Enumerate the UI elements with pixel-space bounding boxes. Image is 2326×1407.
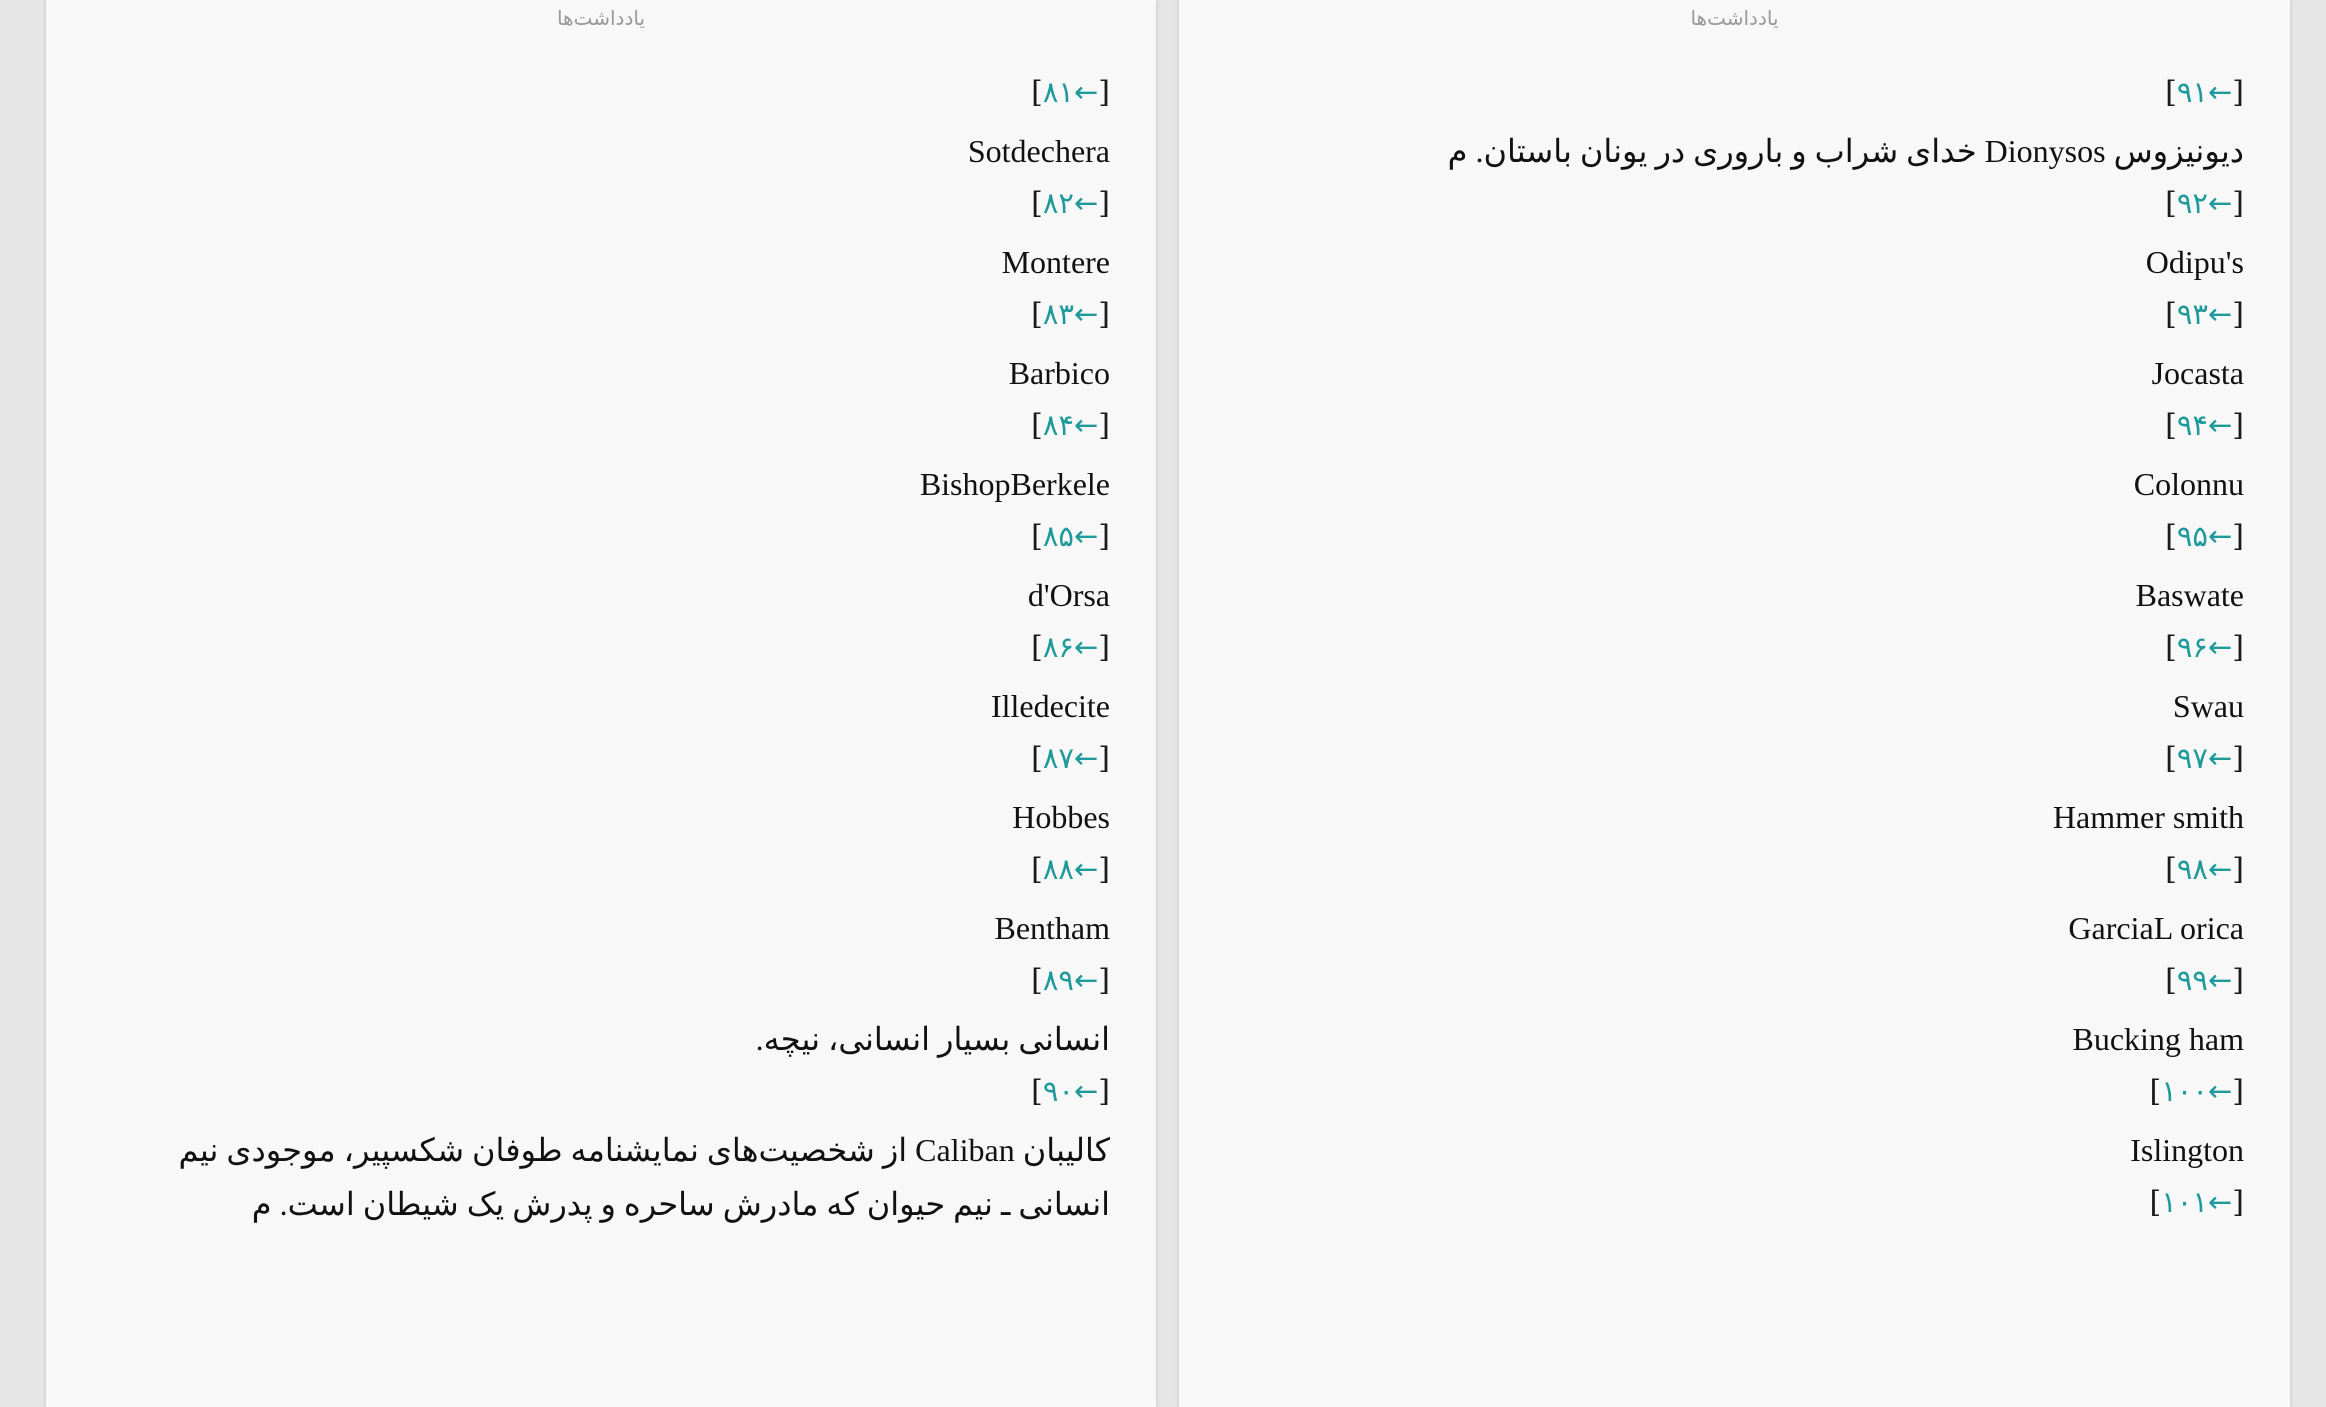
note-ref-marker: [←۸۱]	[1031, 75, 1110, 110]
note-backlink[interactable]: ←۹۱	[2176, 75, 2233, 109]
note-text: Montere	[1001, 243, 1110, 280]
note-backlink[interactable]: ←۸۷	[1042, 741, 1099, 775]
note-ref-marker: [←۸۲]	[1031, 186, 1110, 221]
note-ref-marker: [←۹۷]	[2165, 741, 2244, 776]
note-text: Baswate	[2135, 576, 2244, 613]
note-backlink[interactable]: ←۸۵	[1042, 519, 1099, 553]
note-backlink[interactable]: ←۸۳	[1042, 297, 1099, 331]
note-backlink[interactable]: ←۹۲	[2176, 186, 2233, 220]
left-page	[46, 0, 1156, 1407]
note-ref-marker: [←۸۵]	[1031, 519, 1110, 554]
note-backlink[interactable]: ←۸۸	[1042, 852, 1099, 886]
note-ref-marker: [←۸۳]	[1031, 297, 1110, 332]
note-text: Illedecite	[990, 687, 1110, 724]
note-backlink[interactable]: ←۹۶	[2176, 630, 2233, 664]
note-backlink[interactable]: ←۹۵	[2176, 519, 2233, 553]
note-text: Swau	[2172, 687, 2244, 724]
note-text: Bentham	[994, 909, 1110, 946]
notes-list	[1234, 68, 2244, 1234]
note-backlink[interactable]: ←۸۶	[1042, 630, 1099, 664]
note-ref-marker: [←۸۹]	[1031, 963, 1110, 998]
right-page	[1179, 0, 2290, 1407]
note-ref-marker: [←۹۳]	[2165, 297, 2244, 332]
note-backlink[interactable]: ←۸۴	[1042, 408, 1099, 442]
note-text: Hammer smith	[2052, 798, 2244, 835]
note-text: BishopBerkele	[919, 465, 1110, 502]
note-backlink[interactable]: ←۹۴	[2176, 408, 2233, 442]
note-backlink[interactable]: ←۱۰۱	[2161, 1185, 2233, 1219]
note-text: Islington	[2130, 1131, 2244, 1168]
note-text: کالیبان Caliban از شخصیت‌های نمایشنامه طوفان شکسپیر، موجودی نیم انسانی ـ نیم حیوان که مادرش ساحره و پدرش یک شیطان است. م	[178, 1131, 1110, 1222]
note-text: Sotdechera	[967, 132, 1110, 169]
note-backlink[interactable]: ←۸۲	[1042, 186, 1099, 220]
note-backlink[interactable]: ←۹۰	[1042, 1074, 1099, 1108]
running-header: یادداشت‌ها	[1690, 6, 1779, 30]
note-ref-marker: [←۹۱]	[2165, 75, 2244, 110]
note-text: Colonnu	[2133, 465, 2244, 502]
note-ref-marker: [←۸۷]	[1031, 741, 1110, 776]
note-backlink[interactable]: ←۹۷	[2176, 741, 2233, 775]
note-text: Barbico	[1008, 354, 1110, 391]
note-backlink[interactable]: ←۹۳	[2176, 297, 2233, 331]
running-header: یادداشت‌ها	[556, 6, 646, 30]
note-text: Odipu's	[2145, 243, 2244, 280]
note-backlink[interactable]: ←۹۹	[2176, 963, 2233, 997]
note-ref-marker: [←۹۲]	[2165, 186, 2244, 221]
note-backlink[interactable]: ←۸۱	[1042, 75, 1099, 109]
note-text: GarciaL orica	[2068, 909, 2244, 946]
note-backlink[interactable]: ←۸۹	[1042, 963, 1099, 997]
notes-list	[100, 68, 1110, 1231]
note-text: Bucking ham	[2072, 1020, 2244, 1057]
note-text: Jocasta	[2151, 354, 2244, 391]
note-ref-marker: [←۹۰]	[1031, 1074, 1110, 1109]
note-ref-marker: [←۸۸]	[1031, 852, 1110, 887]
note-ref-marker: [←۸۴]	[1031, 408, 1110, 443]
note-ref-marker: [←۹۹]	[2165, 963, 2244, 998]
note-text: دیونیزوس Dionysos خدای شراب و باروری در یونان باستان. م	[1447, 132, 2244, 169]
note-text: Hobbes	[1012, 798, 1110, 835]
note-ref-marker: [←۸۶]	[1031, 630, 1110, 665]
note-ref-marker: [←۹۶]	[2165, 630, 2244, 665]
note-backlink[interactable]: ←۱۰۰	[2161, 1074, 2233, 1108]
note-ref-marker: [←۹۸]	[2165, 852, 2244, 887]
note-ref-marker: [←۱۰۰]	[2149, 1074, 2244, 1109]
note-ref-marker: [←۹۴]	[2165, 408, 2244, 443]
note-text: انسانی بسیار انسانی، نیچه.	[755, 1020, 1110, 1057]
note-ref-marker: [←۱۰۱]	[2149, 1185, 2244, 1220]
note-ref-marker: [←۹۵]	[2165, 519, 2244, 554]
note-text: d'Orsa	[1027, 576, 1110, 613]
note-backlink[interactable]: ←۹۸	[2176, 852, 2233, 886]
